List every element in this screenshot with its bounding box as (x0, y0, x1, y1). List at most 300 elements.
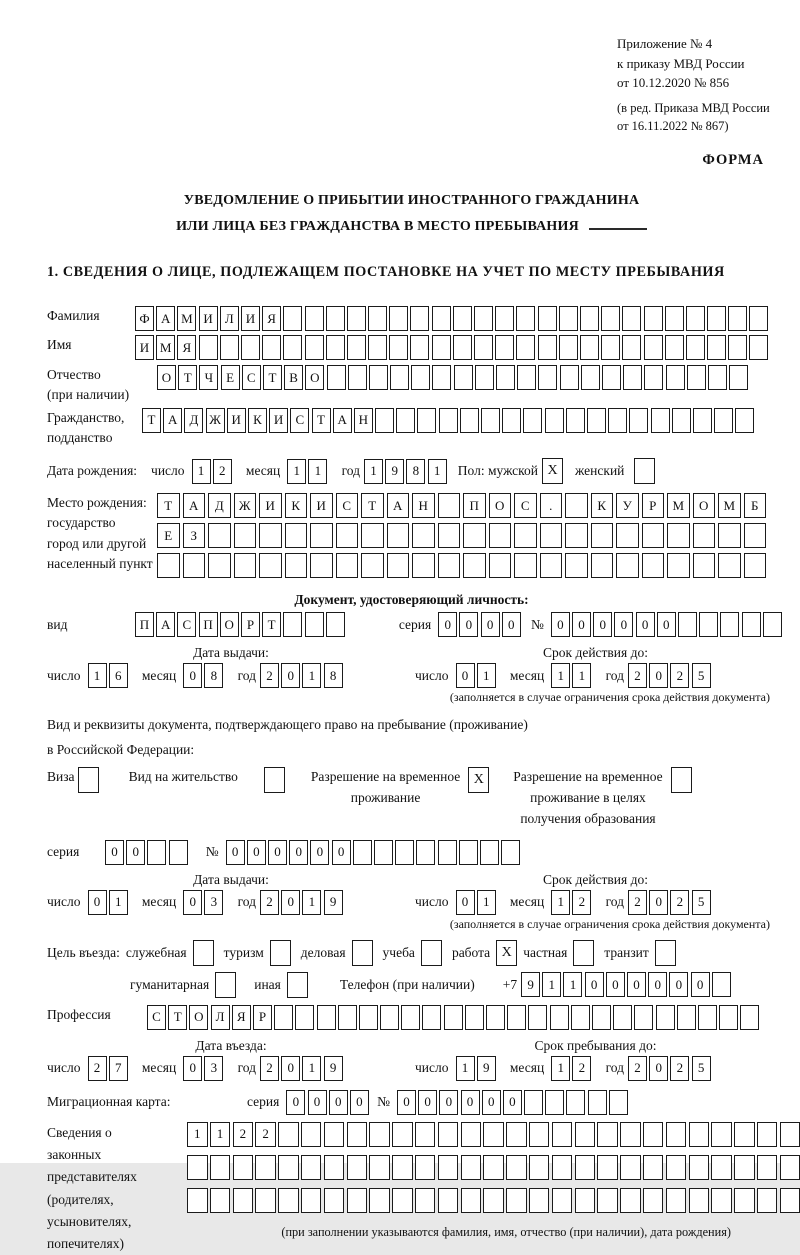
sex-female-checkbox[interactable] (634, 458, 655, 484)
char-cell[interactable]: И (227, 408, 246, 433)
purpose-checkbox[interactable] (352, 940, 373, 966)
char-cell[interactable] (592, 1005, 611, 1030)
char-cell[interactable] (672, 408, 691, 433)
char-cell[interactable]: 7 (109, 1056, 128, 1081)
char-cell[interactable]: Я (262, 306, 281, 331)
char-cell[interactable]: И (199, 306, 218, 331)
char-cell[interactable] (305, 612, 324, 637)
char-cell[interactable] (693, 523, 716, 548)
char-cell[interactable] (580, 335, 599, 360)
char-cell[interactable] (644, 306, 663, 331)
char-cell[interactable] (234, 553, 257, 578)
char-cell[interactable] (208, 553, 231, 578)
char-cell[interactable]: П (135, 612, 154, 637)
char-cell[interactable] (438, 1122, 459, 1147)
char-cell[interactable] (489, 553, 512, 578)
char-cell[interactable] (718, 553, 741, 578)
char-cell[interactable]: Д (208, 493, 231, 518)
char-cell[interactable] (412, 523, 435, 548)
char-cell[interactable]: 2 (628, 1056, 647, 1081)
char-cell[interactable] (310, 523, 333, 548)
char-cell[interactable] (438, 840, 457, 865)
char-cell[interactable] (187, 1188, 208, 1213)
char-cell[interactable]: 1 (551, 663, 570, 688)
char-cell[interactable] (744, 553, 767, 578)
char-cell[interactable] (581, 365, 600, 390)
char-cell[interactable] (689, 1188, 710, 1213)
char-cell[interactable] (616, 553, 639, 578)
char-cell[interactable] (728, 335, 747, 360)
char-cell[interactable]: 2 (572, 890, 591, 915)
char-cell[interactable]: 2 (88, 1056, 107, 1081)
char-cell[interactable] (387, 553, 410, 578)
char-cell[interactable]: О (693, 493, 716, 518)
char-cell[interactable] (278, 1122, 299, 1147)
char-cell[interactable]: 0 (289, 840, 308, 865)
char-cell[interactable] (301, 1188, 322, 1213)
char-cell[interactable] (461, 1155, 482, 1180)
char-cell[interactable] (305, 335, 324, 360)
char-cell[interactable] (718, 523, 741, 548)
char-cell[interactable]: А (163, 408, 182, 433)
char-cell[interactable]: 0 (459, 612, 478, 637)
char-cell[interactable] (438, 1188, 459, 1213)
char-cell[interactable] (233, 1188, 254, 1213)
char-cell[interactable]: 1 (302, 663, 321, 688)
char-cell[interactable]: 0 (481, 612, 500, 637)
char-cell[interactable] (643, 1122, 664, 1147)
char-cell[interactable] (552, 1155, 573, 1180)
char-cell[interactable]: И (310, 493, 333, 518)
char-cell[interactable]: 0 (456, 663, 475, 688)
char-cell[interactable]: 0 (329, 1090, 348, 1115)
char-cell[interactable] (411, 365, 430, 390)
char-cell[interactable]: 0 (461, 1090, 480, 1115)
char-cell[interactable] (387, 523, 410, 548)
char-cell[interactable] (529, 1122, 550, 1147)
char-cell[interactable] (187, 1155, 208, 1180)
purpose-checkbox[interactable]: X (496, 940, 517, 966)
char-cell[interactable]: 3 (204, 890, 223, 915)
char-cell[interactable] (740, 1005, 759, 1030)
char-cell[interactable]: 0 (268, 840, 287, 865)
char-cell[interactable] (666, 365, 685, 390)
char-cell[interactable]: 0 (439, 1090, 458, 1115)
char-cell[interactable]: А (156, 306, 175, 331)
char-cell[interactable] (634, 1005, 653, 1030)
char-cell[interactable] (587, 408, 606, 433)
char-cell[interactable] (622, 306, 641, 331)
char-cell[interactable] (666, 1122, 687, 1147)
char-cell[interactable] (415, 1122, 436, 1147)
char-cell[interactable]: Т (312, 408, 331, 433)
char-cell[interactable] (620, 1122, 641, 1147)
char-cell[interactable] (719, 1005, 738, 1030)
char-cell[interactable] (643, 1155, 664, 1180)
char-cell[interactable] (481, 408, 500, 433)
char-cell[interactable] (347, 306, 366, 331)
char-cell[interactable] (412, 553, 435, 578)
char-cell[interactable] (667, 523, 690, 548)
char-cell[interactable]: 0 (606, 972, 625, 997)
char-cell[interactable]: 0 (503, 1090, 522, 1115)
char-cell[interactable]: 0 (669, 972, 688, 997)
char-cell[interactable] (757, 1155, 778, 1180)
char-cell[interactable]: Т (262, 612, 281, 637)
char-cell[interactable]: 0 (310, 840, 329, 865)
char-cell[interactable] (359, 1005, 378, 1030)
char-cell[interactable] (651, 408, 670, 433)
purpose-checkbox[interactable] (287, 972, 308, 998)
char-cell[interactable]: 1 (477, 663, 496, 688)
char-cell[interactable]: 0 (572, 612, 591, 637)
char-cell[interactable] (734, 1155, 755, 1180)
char-cell[interactable]: Т (168, 1005, 187, 1030)
char-cell[interactable] (538, 365, 557, 390)
char-cell[interactable]: 1 (563, 972, 582, 997)
char-cell[interactable]: 1 (542, 972, 561, 997)
char-cell[interactable]: 0 (350, 1090, 369, 1115)
char-cell[interactable]: Т (157, 493, 180, 518)
char-cell[interactable] (255, 1188, 276, 1213)
char-cell[interactable] (506, 1122, 527, 1147)
char-cell[interactable] (665, 335, 684, 360)
char-cell[interactable] (369, 365, 388, 390)
char-cell[interactable] (693, 553, 716, 578)
char-cell[interactable] (686, 335, 705, 360)
char-cell[interactable] (283, 612, 302, 637)
char-cell[interactable]: 2 (628, 663, 647, 688)
char-cell[interactable] (629, 408, 648, 433)
char-cell[interactable] (463, 553, 486, 578)
char-cell[interactable]: 0 (226, 840, 245, 865)
char-cell[interactable] (591, 523, 614, 548)
char-cell[interactable]: И (241, 306, 260, 331)
char-cell[interactable] (480, 840, 499, 865)
purpose-checkbox[interactable] (193, 940, 214, 966)
char-cell[interactable] (347, 1188, 368, 1213)
char-cell[interactable] (575, 1155, 596, 1180)
char-cell[interactable] (708, 365, 727, 390)
char-cell[interactable]: 2 (628, 890, 647, 915)
char-cell[interactable]: 5 (692, 1056, 711, 1081)
char-cell[interactable] (410, 335, 429, 360)
char-cell[interactable] (552, 1188, 573, 1213)
char-cell[interactable]: 0 (657, 612, 676, 637)
purpose-checkbox[interactable] (655, 940, 676, 966)
char-cell[interactable] (324, 1155, 345, 1180)
char-cell[interactable]: Н (354, 408, 373, 433)
char-cell[interactable] (644, 335, 663, 360)
char-cell[interactable] (496, 365, 515, 390)
char-cell[interactable]: 0 (332, 840, 351, 865)
char-cell[interactable] (689, 1122, 710, 1147)
char-cell[interactable]: С (514, 493, 537, 518)
char-cell[interactable]: Е (157, 523, 180, 548)
char-cell[interactable]: Н (412, 493, 435, 518)
char-cell[interactable] (545, 408, 564, 433)
purpose-checkbox[interactable] (270, 940, 291, 966)
char-cell[interactable] (623, 365, 642, 390)
char-cell[interactable]: М (667, 493, 690, 518)
char-cell[interactable] (461, 1188, 482, 1213)
char-cell[interactable] (540, 523, 563, 548)
char-cell[interactable]: 9 (324, 890, 343, 915)
char-cell[interactable] (495, 306, 514, 331)
char-cell[interactable] (444, 1005, 463, 1030)
char-cell[interactable] (608, 408, 627, 433)
char-cell[interactable] (597, 1188, 618, 1213)
char-cell[interactable]: С (290, 408, 309, 433)
char-cell[interactable]: 0 (247, 840, 266, 865)
char-cell[interactable] (459, 840, 478, 865)
char-cell[interactable] (417, 408, 436, 433)
char-cell[interactable] (453, 335, 472, 360)
char-cell[interactable] (552, 1122, 573, 1147)
char-cell[interactable]: . (540, 493, 563, 518)
char-cell[interactable] (278, 1155, 299, 1180)
char-cell[interactable] (528, 1005, 547, 1030)
char-cell[interactable] (501, 840, 520, 865)
char-cell[interactable]: 2 (260, 663, 279, 688)
char-cell[interactable]: 8 (406, 459, 425, 484)
char-cell[interactable] (506, 1188, 527, 1213)
sex-male-checkbox[interactable]: X (542, 458, 563, 484)
char-cell[interactable] (483, 1188, 504, 1213)
char-cell[interactable] (642, 523, 665, 548)
char-cell[interactable] (559, 335, 578, 360)
char-cell[interactable]: 0 (585, 972, 604, 997)
char-cell[interactable] (463, 523, 486, 548)
char-cell[interactable]: 2 (233, 1122, 254, 1147)
char-cell[interactable]: 1 (364, 459, 383, 484)
char-cell[interactable]: 0 (105, 840, 124, 865)
char-cell[interactable] (241, 335, 260, 360)
char-cell[interactable]: М (156, 335, 175, 360)
char-cell[interactable]: 2 (255, 1122, 276, 1147)
char-cell[interactable] (644, 365, 663, 390)
char-cell[interactable]: 1 (210, 1122, 231, 1147)
char-cell[interactable]: А (387, 493, 410, 518)
char-cell[interactable] (744, 523, 767, 548)
char-cell[interactable] (208, 523, 231, 548)
char-cell[interactable] (295, 1005, 314, 1030)
char-cell[interactable] (591, 553, 614, 578)
char-cell[interactable]: 8 (324, 663, 343, 688)
char-cell[interactable] (453, 306, 472, 331)
char-cell[interactable] (461, 1122, 482, 1147)
char-cell[interactable]: 5 (692, 890, 711, 915)
char-cell[interactable] (324, 1188, 345, 1213)
char-cell[interactable] (389, 335, 408, 360)
char-cell[interactable] (566, 1090, 585, 1115)
char-cell[interactable] (401, 1005, 420, 1030)
char-cell[interactable] (210, 1188, 231, 1213)
char-cell[interactable] (780, 1122, 800, 1147)
char-cell[interactable] (432, 335, 451, 360)
char-cell[interactable] (283, 306, 302, 331)
char-cell[interactable]: 1 (88, 663, 107, 688)
char-cell[interactable] (677, 1005, 696, 1030)
char-cell[interactable] (465, 1005, 484, 1030)
char-cell[interactable]: 1 (456, 1056, 475, 1081)
char-cell[interactable] (540, 553, 563, 578)
temp-permit-checkbox[interactable]: X (468, 767, 489, 793)
char-cell[interactable] (489, 523, 512, 548)
visa-checkbox[interactable] (78, 767, 99, 793)
char-cell[interactable] (565, 493, 588, 518)
char-cell[interactable]: Я (232, 1005, 251, 1030)
char-cell[interactable]: Ч (199, 365, 218, 390)
char-cell[interactable] (575, 1188, 596, 1213)
residence-permit-checkbox[interactable] (264, 767, 285, 793)
char-cell[interactable] (757, 1122, 778, 1147)
char-cell[interactable] (326, 306, 345, 331)
char-cell[interactable] (347, 335, 366, 360)
char-cell[interactable] (524, 1090, 543, 1115)
char-cell[interactable] (517, 365, 536, 390)
char-cell[interactable] (259, 553, 282, 578)
char-cell[interactable] (507, 1005, 526, 1030)
char-cell[interactable] (486, 1005, 505, 1030)
char-cell[interactable] (410, 306, 429, 331)
char-cell[interactable] (183, 553, 206, 578)
char-cell[interactable]: О (189, 1005, 208, 1030)
char-cell[interactable]: 0 (551, 612, 570, 637)
char-cell[interactable] (234, 523, 257, 548)
char-cell[interactable]: П (463, 493, 486, 518)
char-cell[interactable]: 1 (308, 459, 327, 484)
char-cell[interactable]: Е (221, 365, 240, 390)
char-cell[interactable]: 1 (551, 1056, 570, 1081)
char-cell[interactable]: Т (142, 408, 161, 433)
char-cell[interactable]: С (242, 365, 261, 390)
char-cell[interactable] (597, 1122, 618, 1147)
char-cell[interactable] (157, 553, 180, 578)
char-cell[interactable]: 1 (572, 663, 591, 688)
char-cell[interactable] (147, 840, 166, 865)
char-cell[interactable] (415, 1188, 436, 1213)
char-cell[interactable] (285, 523, 308, 548)
char-cell[interactable] (390, 365, 409, 390)
char-cell[interactable] (575, 1122, 596, 1147)
char-cell[interactable] (438, 523, 461, 548)
char-cell[interactable]: 0 (438, 612, 457, 637)
char-cell[interactable] (368, 306, 387, 331)
char-cell[interactable]: В (284, 365, 303, 390)
char-cell[interactable]: 0 (183, 1056, 202, 1081)
char-cell[interactable] (666, 1155, 687, 1180)
char-cell[interactable] (529, 1188, 550, 1213)
char-cell[interactable] (711, 1155, 732, 1180)
char-cell[interactable] (516, 306, 535, 331)
char-cell[interactable]: 0 (281, 890, 300, 915)
char-cell[interactable] (392, 1188, 413, 1213)
char-cell[interactable] (439, 408, 458, 433)
char-cell[interactable] (305, 306, 324, 331)
char-cell[interactable] (301, 1122, 322, 1147)
char-cell[interactable] (742, 612, 761, 637)
char-cell[interactable]: Т (178, 365, 197, 390)
char-cell[interactable] (734, 1122, 755, 1147)
char-cell[interactable] (707, 306, 726, 331)
char-cell[interactable] (369, 1188, 390, 1213)
char-cell[interactable] (475, 365, 494, 390)
char-cell[interactable] (389, 306, 408, 331)
char-cell[interactable]: 9 (385, 459, 404, 484)
char-cell[interactable]: 0 (183, 663, 202, 688)
char-cell[interactable] (571, 1005, 590, 1030)
char-cell[interactable]: Б (744, 493, 767, 518)
char-cell[interactable] (620, 1188, 641, 1213)
char-cell[interactable]: 1 (192, 459, 211, 484)
char-cell[interactable]: И (135, 335, 154, 360)
char-cell[interactable] (369, 1155, 390, 1180)
char-cell[interactable] (310, 553, 333, 578)
char-cell[interactable] (666, 1188, 687, 1213)
char-cell[interactable] (278, 1188, 299, 1213)
char-cell[interactable] (565, 553, 588, 578)
char-cell[interactable]: 0 (88, 890, 107, 915)
char-cell[interactable]: 0 (183, 890, 202, 915)
char-cell[interactable]: 2 (572, 1056, 591, 1081)
char-cell[interactable]: О (305, 365, 324, 390)
char-cell[interactable] (588, 1090, 607, 1115)
char-cell[interactable]: Д (184, 408, 203, 433)
char-cell[interactable]: Р (253, 1005, 272, 1030)
char-cell[interactable] (301, 1155, 322, 1180)
char-cell[interactable]: 2 (670, 663, 689, 688)
char-cell[interactable] (714, 408, 733, 433)
char-cell[interactable]: К (285, 493, 308, 518)
char-cell[interactable] (348, 365, 367, 390)
char-cell[interactable]: 0 (593, 612, 612, 637)
char-cell[interactable] (665, 306, 684, 331)
char-cell[interactable] (667, 553, 690, 578)
char-cell[interactable]: 0 (691, 972, 710, 997)
char-cell[interactable]: К (591, 493, 614, 518)
char-cell[interactable] (559, 306, 578, 331)
char-cell[interactable] (711, 1122, 732, 1147)
char-cell[interactable] (255, 1155, 276, 1180)
char-cell[interactable]: 2 (260, 1056, 279, 1081)
char-cell[interactable] (199, 335, 218, 360)
char-cell[interactable] (620, 1155, 641, 1180)
char-cell[interactable] (416, 840, 435, 865)
char-cell[interactable] (698, 1005, 717, 1030)
char-cell[interactable] (495, 335, 514, 360)
char-cell[interactable] (735, 408, 754, 433)
char-cell[interactable]: 0 (281, 663, 300, 688)
char-cell[interactable] (678, 612, 697, 637)
char-cell[interactable] (259, 523, 282, 548)
char-cell[interactable] (432, 365, 451, 390)
char-cell[interactable] (169, 840, 188, 865)
char-cell[interactable] (720, 612, 739, 637)
char-cell[interactable]: 0 (456, 890, 475, 915)
char-cell[interactable]: А (156, 612, 175, 637)
char-cell[interactable]: 0 (308, 1090, 327, 1115)
char-cell[interactable] (347, 1122, 368, 1147)
char-cell[interactable] (395, 840, 414, 865)
char-cell[interactable]: 1 (477, 890, 496, 915)
char-cell[interactable] (613, 1005, 632, 1030)
char-cell[interactable]: Т (361, 493, 384, 518)
char-cell[interactable] (283, 335, 302, 360)
char-cell[interactable] (210, 1155, 231, 1180)
char-cell[interactable]: П (199, 612, 218, 637)
char-cell[interactable] (565, 523, 588, 548)
